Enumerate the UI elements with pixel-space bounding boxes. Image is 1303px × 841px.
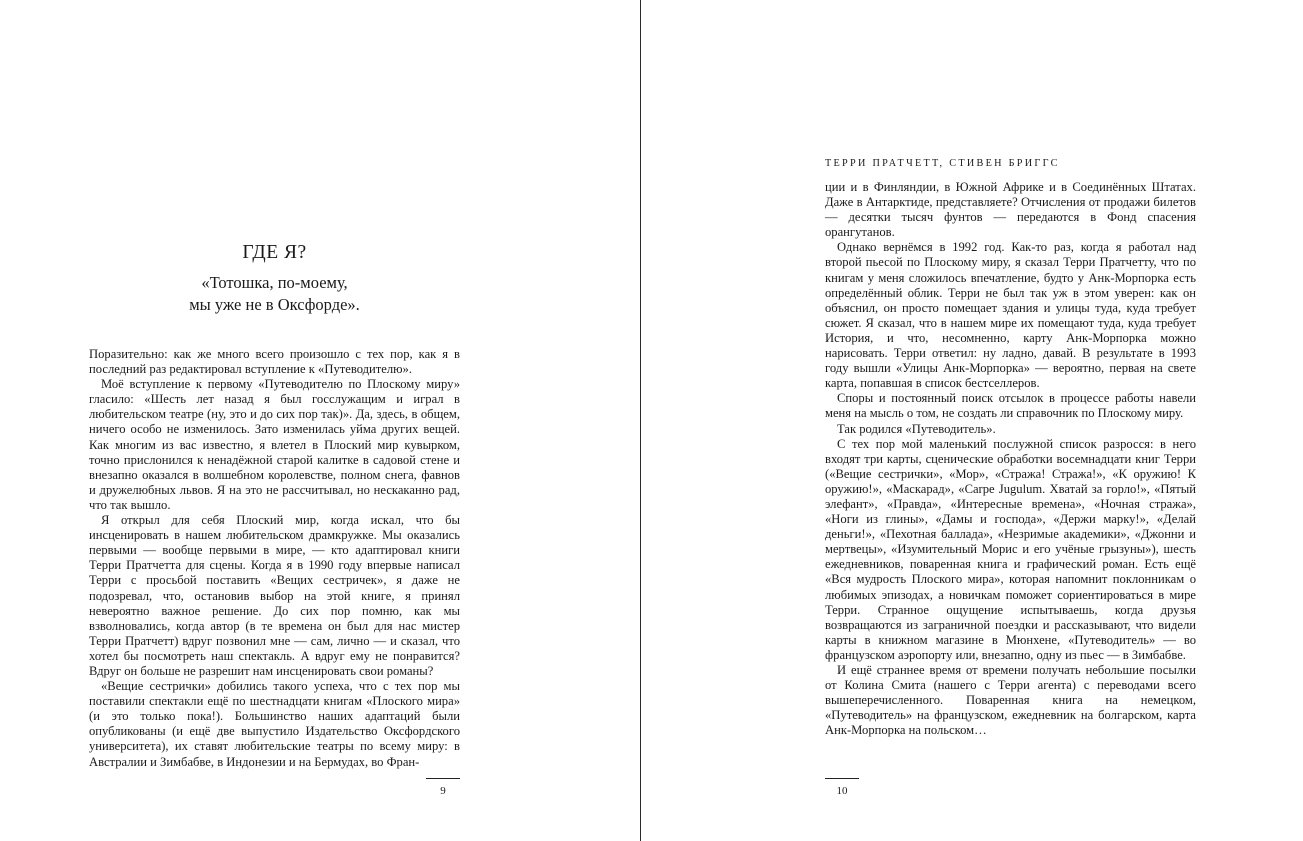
paragraph: Так родился «Путеводитель». bbox=[837, 421, 996, 436]
running-head: ТЕРРИ ПРАТЧЕТТ, СТИВЕН БРИГГС bbox=[825, 158, 1060, 169]
paragraph: Однако вернёмся в 1992 год. Как-то раз, когда я работал над второй пьесой по Плоскому миру, я сказал Терри Пратчетту, что по книгам у меня сложилось впечатление, будто у Анк-Морпорка есть определённый облик. Терри не был так уж в этом уверен: как он объяснил, он просто помещает здания и улицы туда, куда требует сюжет. Я сказал, что в нашем мире их помещают туда, куда требует История, и что, несомненно, карту Анк-Морпорка можно нарисовать. Терри ответил: ну ладно, давай. В результате в 1993 году вышли «Улицы Анк-Морпорка» — вероятно, первая на свете карта, попавшая в список бестселлеров. bbox=[825, 240, 1196, 391]
paragraph: ции и в Финляндии, в Южной Африке и в Соединённых Штатах. Даже в Антарктиде, представляете? Отчисления от продажи билетов — десятки тысяч фунтов — передаются в Фонд спасения орангутанов. bbox=[825, 180, 1196, 240]
book-gutter bbox=[640, 0, 641, 841]
paragraph: Я открыл для себя Плоский мир, когда искал, что бы инсценировать в нашем любительском драмкружке. Мы оказались первыми — вообще первыми в мире, — кто адаптировал книги Терри Пратчетта для сцены. Когда я в 1990 году впервые написал Терри с просьбой поставить «Вещих сестричек», я даже не подозревал, что, остановив выбор на этой книге, я принял невероятно важное решение. До сих пор помню, как мы взволновались, когда автор (в те времена он был для нас мистер Терри Пратчетт) вдруг позвонил мне — сам, лично — и сказал, что хотел бы посмотреть наш спектакль. А вдруг ему не понравится? Вдруг он больше не разрешит нам инсценировать свои романы? bbox=[89, 513, 460, 678]
paragraph: Моё вступление к первому «Путеводителю по Плоскому миру» гласило: «Шесть лет назад я был госслужащим и играл в любительском театре (ну, это и до сих пор так)». Да, здесь, в общем, ничего особо не изменилось. Зато изменилась уйма других вещей. Как многим из вас известно, я влетел в Плоский мир кувырком, точно прислонился к ненадёжной старой калитке в садовой стене и внезапно оказался в волшебном королевстве, полном снега, фавнов и дружелюбных львов. Я на это не рассчитывал, но нескаканно рад, что так вышло. bbox=[89, 377, 460, 512]
page-number-rule bbox=[426, 778, 460, 779]
paragraph: И ещё страннее время от времени получать небольшие посылки от Колина Смита (нашего с Терри агента) с переводами всего вышеперечисленного. Поваренная книга на немецком, «Путеводитель» на французском, ежедневник на болгарском, карта Анк-Морпорка на польском… bbox=[825, 663, 1196, 738]
page-number: 10 bbox=[836, 785, 848, 797]
paragraph: «Вещие сестрички» добились такого успеха, что с тех пор мы поставили спектакли ещё по шестнадцати книгам «Плоского мира» (и это только пока!). Большинство наших адаптаций были опубликованы (и ещё две выпустило Издательство Оксфордского университета), их ставят любительские театры по всему миру: в Австралии и Зимбабве, в Индонезии и на Бермудах, во Фран- bbox=[89, 679, 460, 769]
epigraph: «Тотошка, по-моему, мы уже не в Оксфорде». bbox=[189, 273, 360, 314]
page-number-rule bbox=[825, 778, 859, 779]
paragraph: Споры и постоянный поиск отсылок в процессе работы навели меня на мысль о том, не создать ли справочник по Плоскому миру. bbox=[825, 391, 1196, 421]
paragraph: С тех пор мой маленький послужной список разросся: в него входят три карты, сценические обработки восемнадцати книг Терри («Вещие сестрички», «Мор», «Стража! Стража!», «К оружию! К оружию!», «Маскарад», «Carpe Jugulum. Хватай за горло!», «Пятый элефант», «Правда», «Интересные времена», «Ночная стража», «Ноги из глины», «Дамы и господа», «Держи марку!», «Делай деньги!», «Пехотная баллада», «Незримые академики», «Джонни и мертвецы», «Изумительный Морис и его учёные грызуны»), шесть ежедневников, поваренная книга и графический роман. Есть ещё «Вся мудрость Плоского мира», которая напомнит поклонникам о любимых эпизодах, а новичкам поможет сориентироваться в мире Терри. Странное ощущение испытываешь, когда друзья возвращаются из заграничной поездки и рассказывают, что видели карты в книжном магазине в Мюнхене, «Путеводитель» — во французском аэропорту или, внезапно, одну из пьес — в Зимбабве. bbox=[825, 436, 1196, 662]
paragraph: Поразительно: как же много всего произошло с тех пор, как я в последний раз редактировал вступление к «Путеводителю». bbox=[89, 347, 460, 377]
right-body-text bbox=[825, 180, 1196, 738]
page-number: 9 bbox=[440, 785, 446, 797]
left-body-text bbox=[89, 347, 460, 770]
chapter-title: ГДЕ Я? bbox=[242, 242, 307, 263]
